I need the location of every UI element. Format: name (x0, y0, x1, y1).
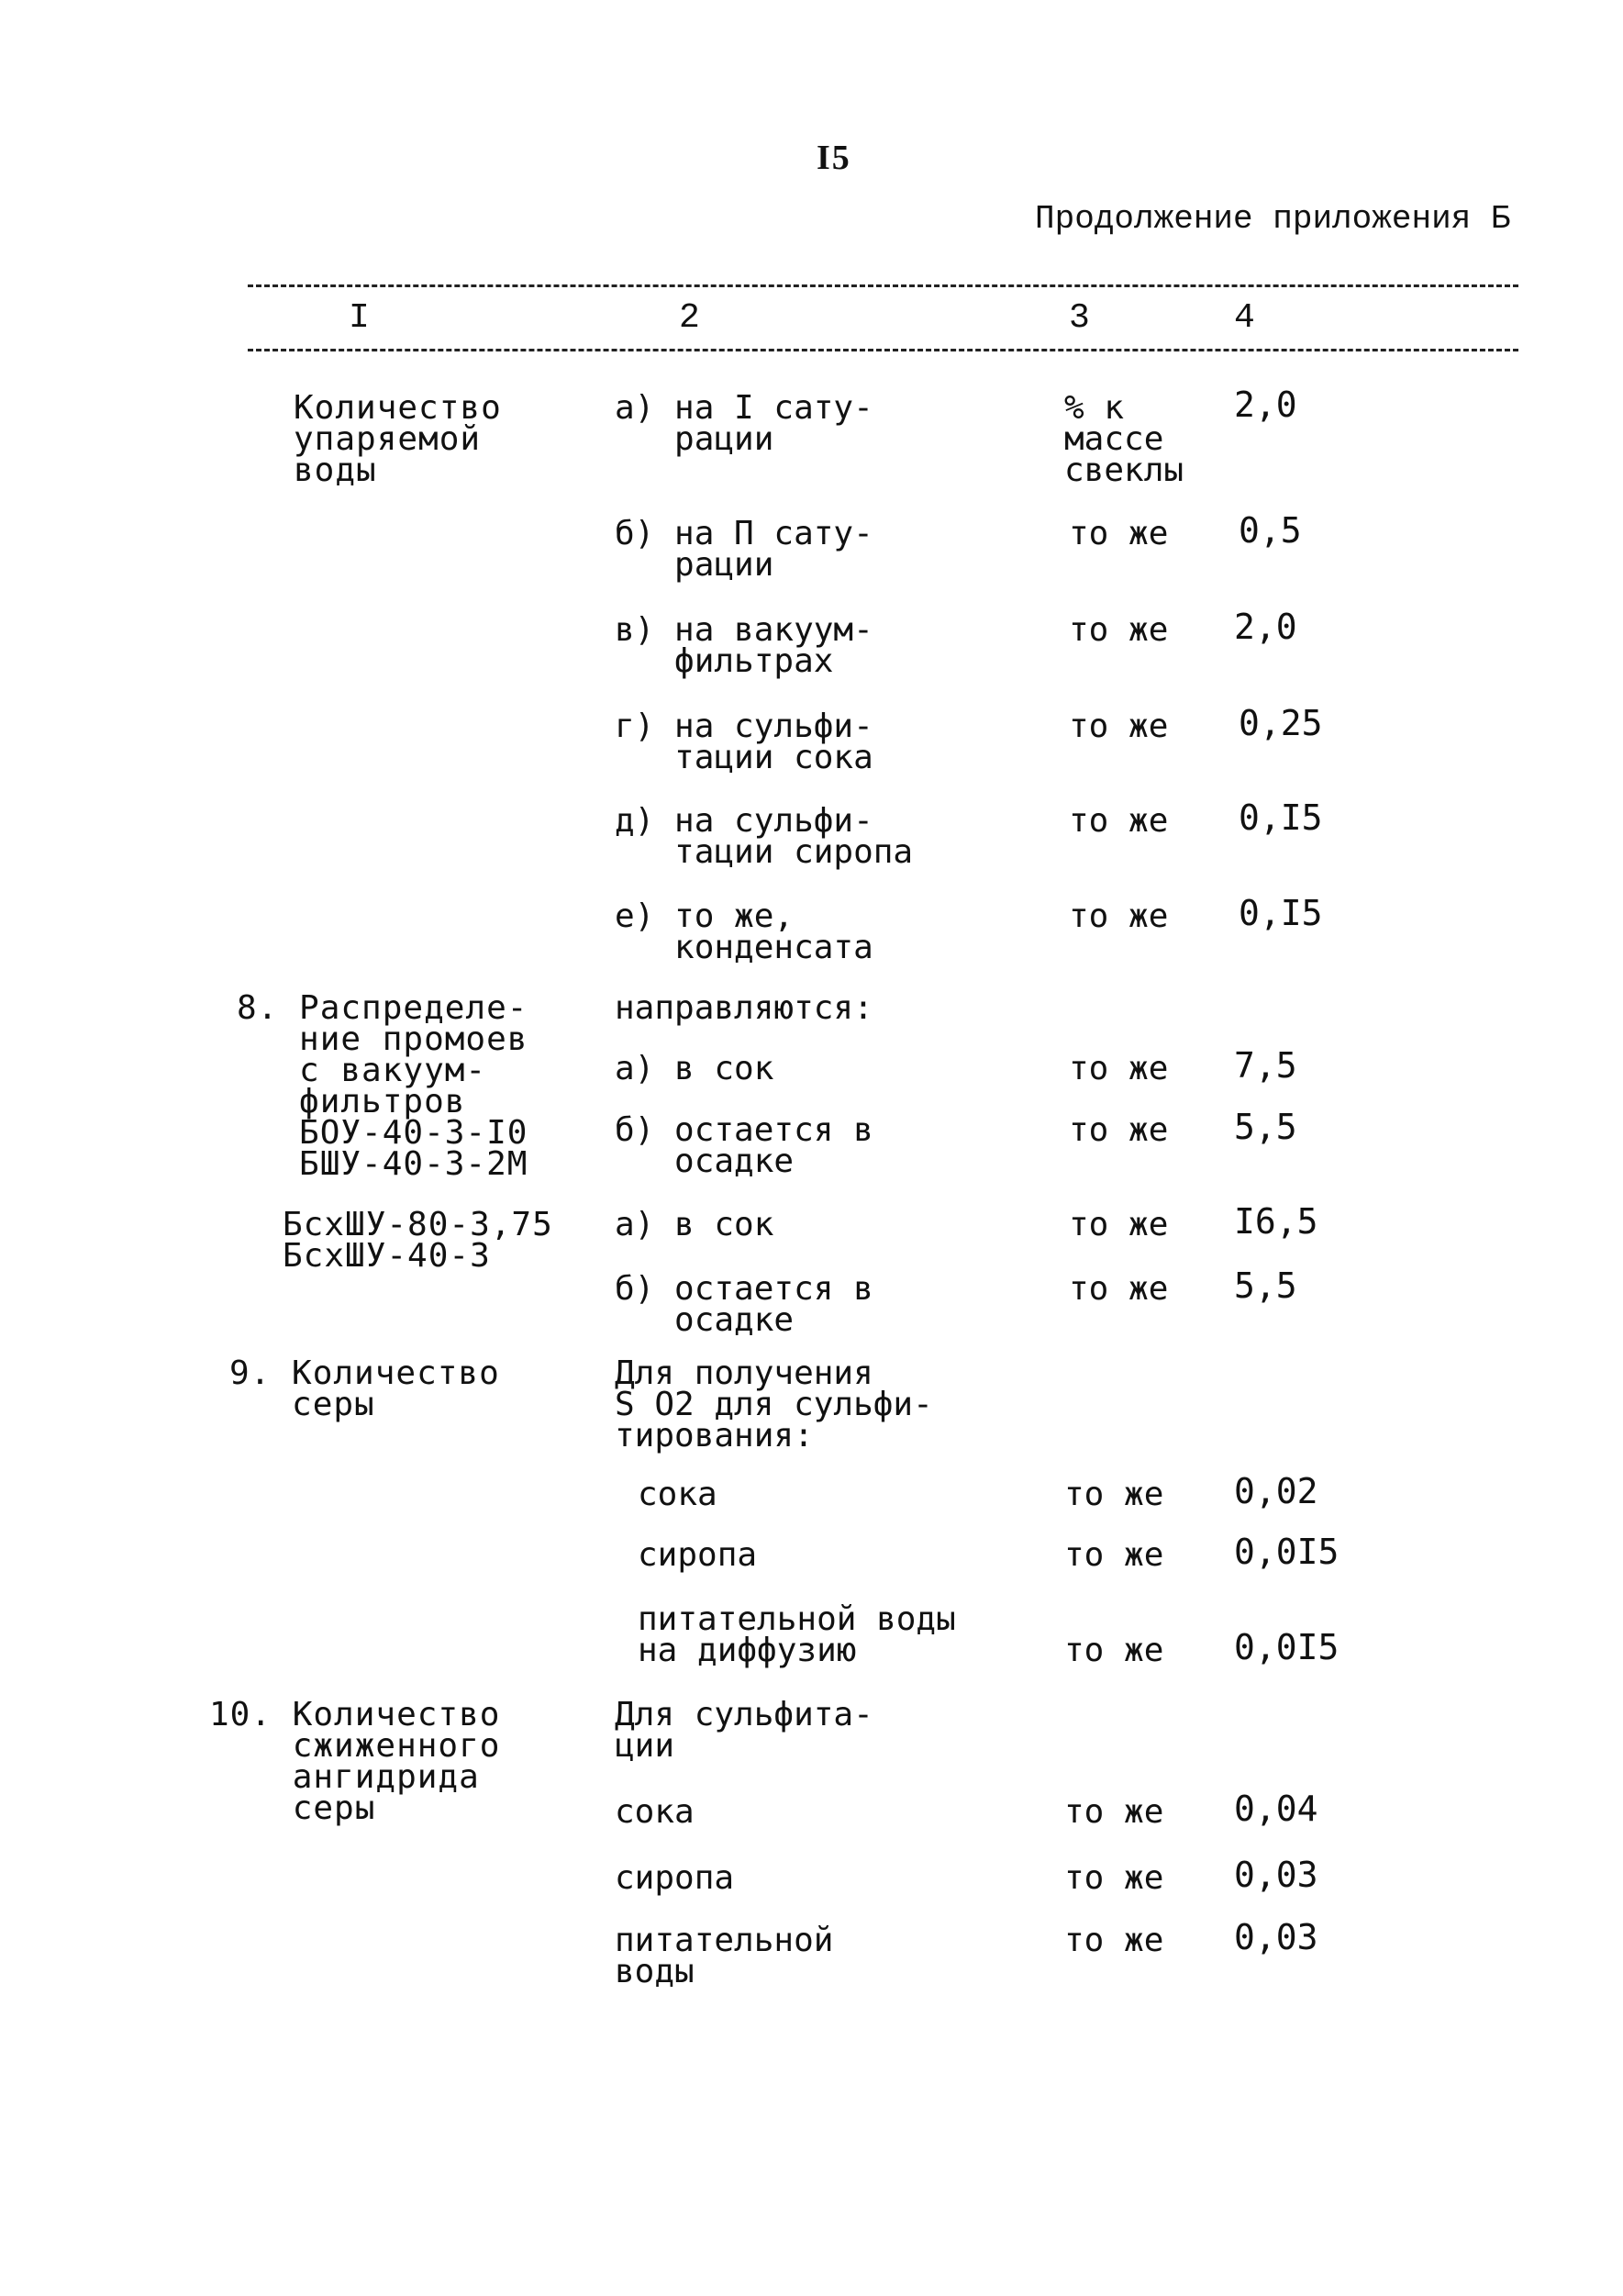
cell-condition: сока (638, 1476, 717, 1513)
cell-value: 0,03 (1234, 1917, 1318, 1957)
cell-value: 0,02 (1234, 1471, 1318, 1511)
cell-value: 5,5 (1234, 1107, 1297, 1147)
cell-parameter: Количество упаряемой воды (294, 389, 502, 489)
cell-unit: то же (1069, 708, 1169, 745)
cell-unit: то же (1069, 515, 1169, 552)
table-rule-bottom (248, 349, 1518, 351)
cell-condition: г) на сульфи- тации сока (615, 708, 873, 776)
cell-condition: б) остается в осадке (615, 1111, 873, 1180)
cell-unit: то же (1069, 1206, 1169, 1243)
cell-condition: д) на сульфи- тации сиропа (615, 802, 914, 871)
cell-value: 2,0 (1234, 607, 1297, 647)
cell-condition: б) остается в осадке (615, 1270, 873, 1339)
cell-value: 5,5 (1234, 1265, 1297, 1306)
cell-value: 2,0 (1234, 385, 1297, 425)
cell-value: 0,04 (1234, 1789, 1318, 1829)
cell-unit: то же (1069, 897, 1169, 935)
continuation-title: Продолжение приложения Б (1035, 200, 1511, 238)
cell-condition: е) то же, конденсата (615, 897, 873, 966)
cell-condition: питательной воды (615, 1922, 834, 1990)
cell-unit: то же (1064, 1793, 1164, 1831)
cell-condition: а) в сок (615, 1206, 774, 1243)
cell-unit: то же (1064, 1922, 1164, 1959)
column-header-3: 3 (1069, 298, 1090, 338)
cell-condition: сока (615, 1793, 695, 1831)
cell-condition: сиропа (615, 1859, 735, 1897)
cell-parameter: 9. Количество серы (229, 1354, 500, 1423)
cell-unit: то же (1069, 1050, 1169, 1087)
cell-value: 7,5 (1234, 1045, 1297, 1086)
cell-unit: то же (1064, 1536, 1164, 1574)
column-header-4: 4 (1234, 298, 1255, 338)
column-header-2: 2 (679, 298, 700, 338)
page-number: I5 (817, 139, 851, 177)
cell-condition: б) на П сату- рации (615, 515, 873, 584)
table-rule-top (248, 284, 1518, 287)
cell-value: 0,0I5 (1234, 1532, 1340, 1572)
cell-unit: то же (1069, 1111, 1169, 1149)
cell-unit: то же (1069, 802, 1169, 840)
cell-condition: в) на вакуум- фильтрах (615, 611, 873, 680)
cell-unit: то же (1064, 1476, 1164, 1513)
cell-condition: направляются: (615, 989, 873, 1027)
cell-value: 0,03 (1234, 1855, 1318, 1895)
cell-condition: Для получения S O2 для сульфи- тирования: (615, 1354, 933, 1455)
cell-value: 0,5 (1239, 510, 1302, 551)
cell-value: 0,25 (1239, 703, 1323, 743)
cell-parameter: БсхШУ-80-3,75 БсхШУ-40-3 (283, 1206, 553, 1275)
cell-unit: то же (1069, 611, 1169, 649)
cell-condition: питательной воды на диффузию (638, 1600, 956, 1669)
cell-parameter: 8. Распределе- ние промоев с вакуум- фильтров БОУ-40-3-I0 БШУ-40-3-2М (237, 989, 528, 1183)
cell-value: 0,0I5 (1234, 1627, 1340, 1667)
cell-parameter: 10. Количество сжиженного ангидрида серы (209, 1696, 501, 1827)
cell-unit: то же (1064, 1632, 1164, 1669)
cell-condition: а) на I сату- рации (615, 389, 873, 458)
cell-condition: сиропа (638, 1536, 758, 1574)
cell-condition: Для сульфита- ции (615, 1696, 873, 1765)
cell-condition: а) в сок (615, 1050, 774, 1087)
cell-value: I6,5 (1234, 1201, 1318, 1242)
cell-value: 0,I5 (1239, 893, 1323, 933)
cell-unit: то же (1069, 1270, 1169, 1308)
cell-value: 0,I5 (1239, 797, 1323, 838)
cell-unit: % к массе свеклы (1064, 389, 1184, 489)
column-header-1: I (349, 298, 370, 338)
cell-unit: то же (1064, 1859, 1164, 1897)
